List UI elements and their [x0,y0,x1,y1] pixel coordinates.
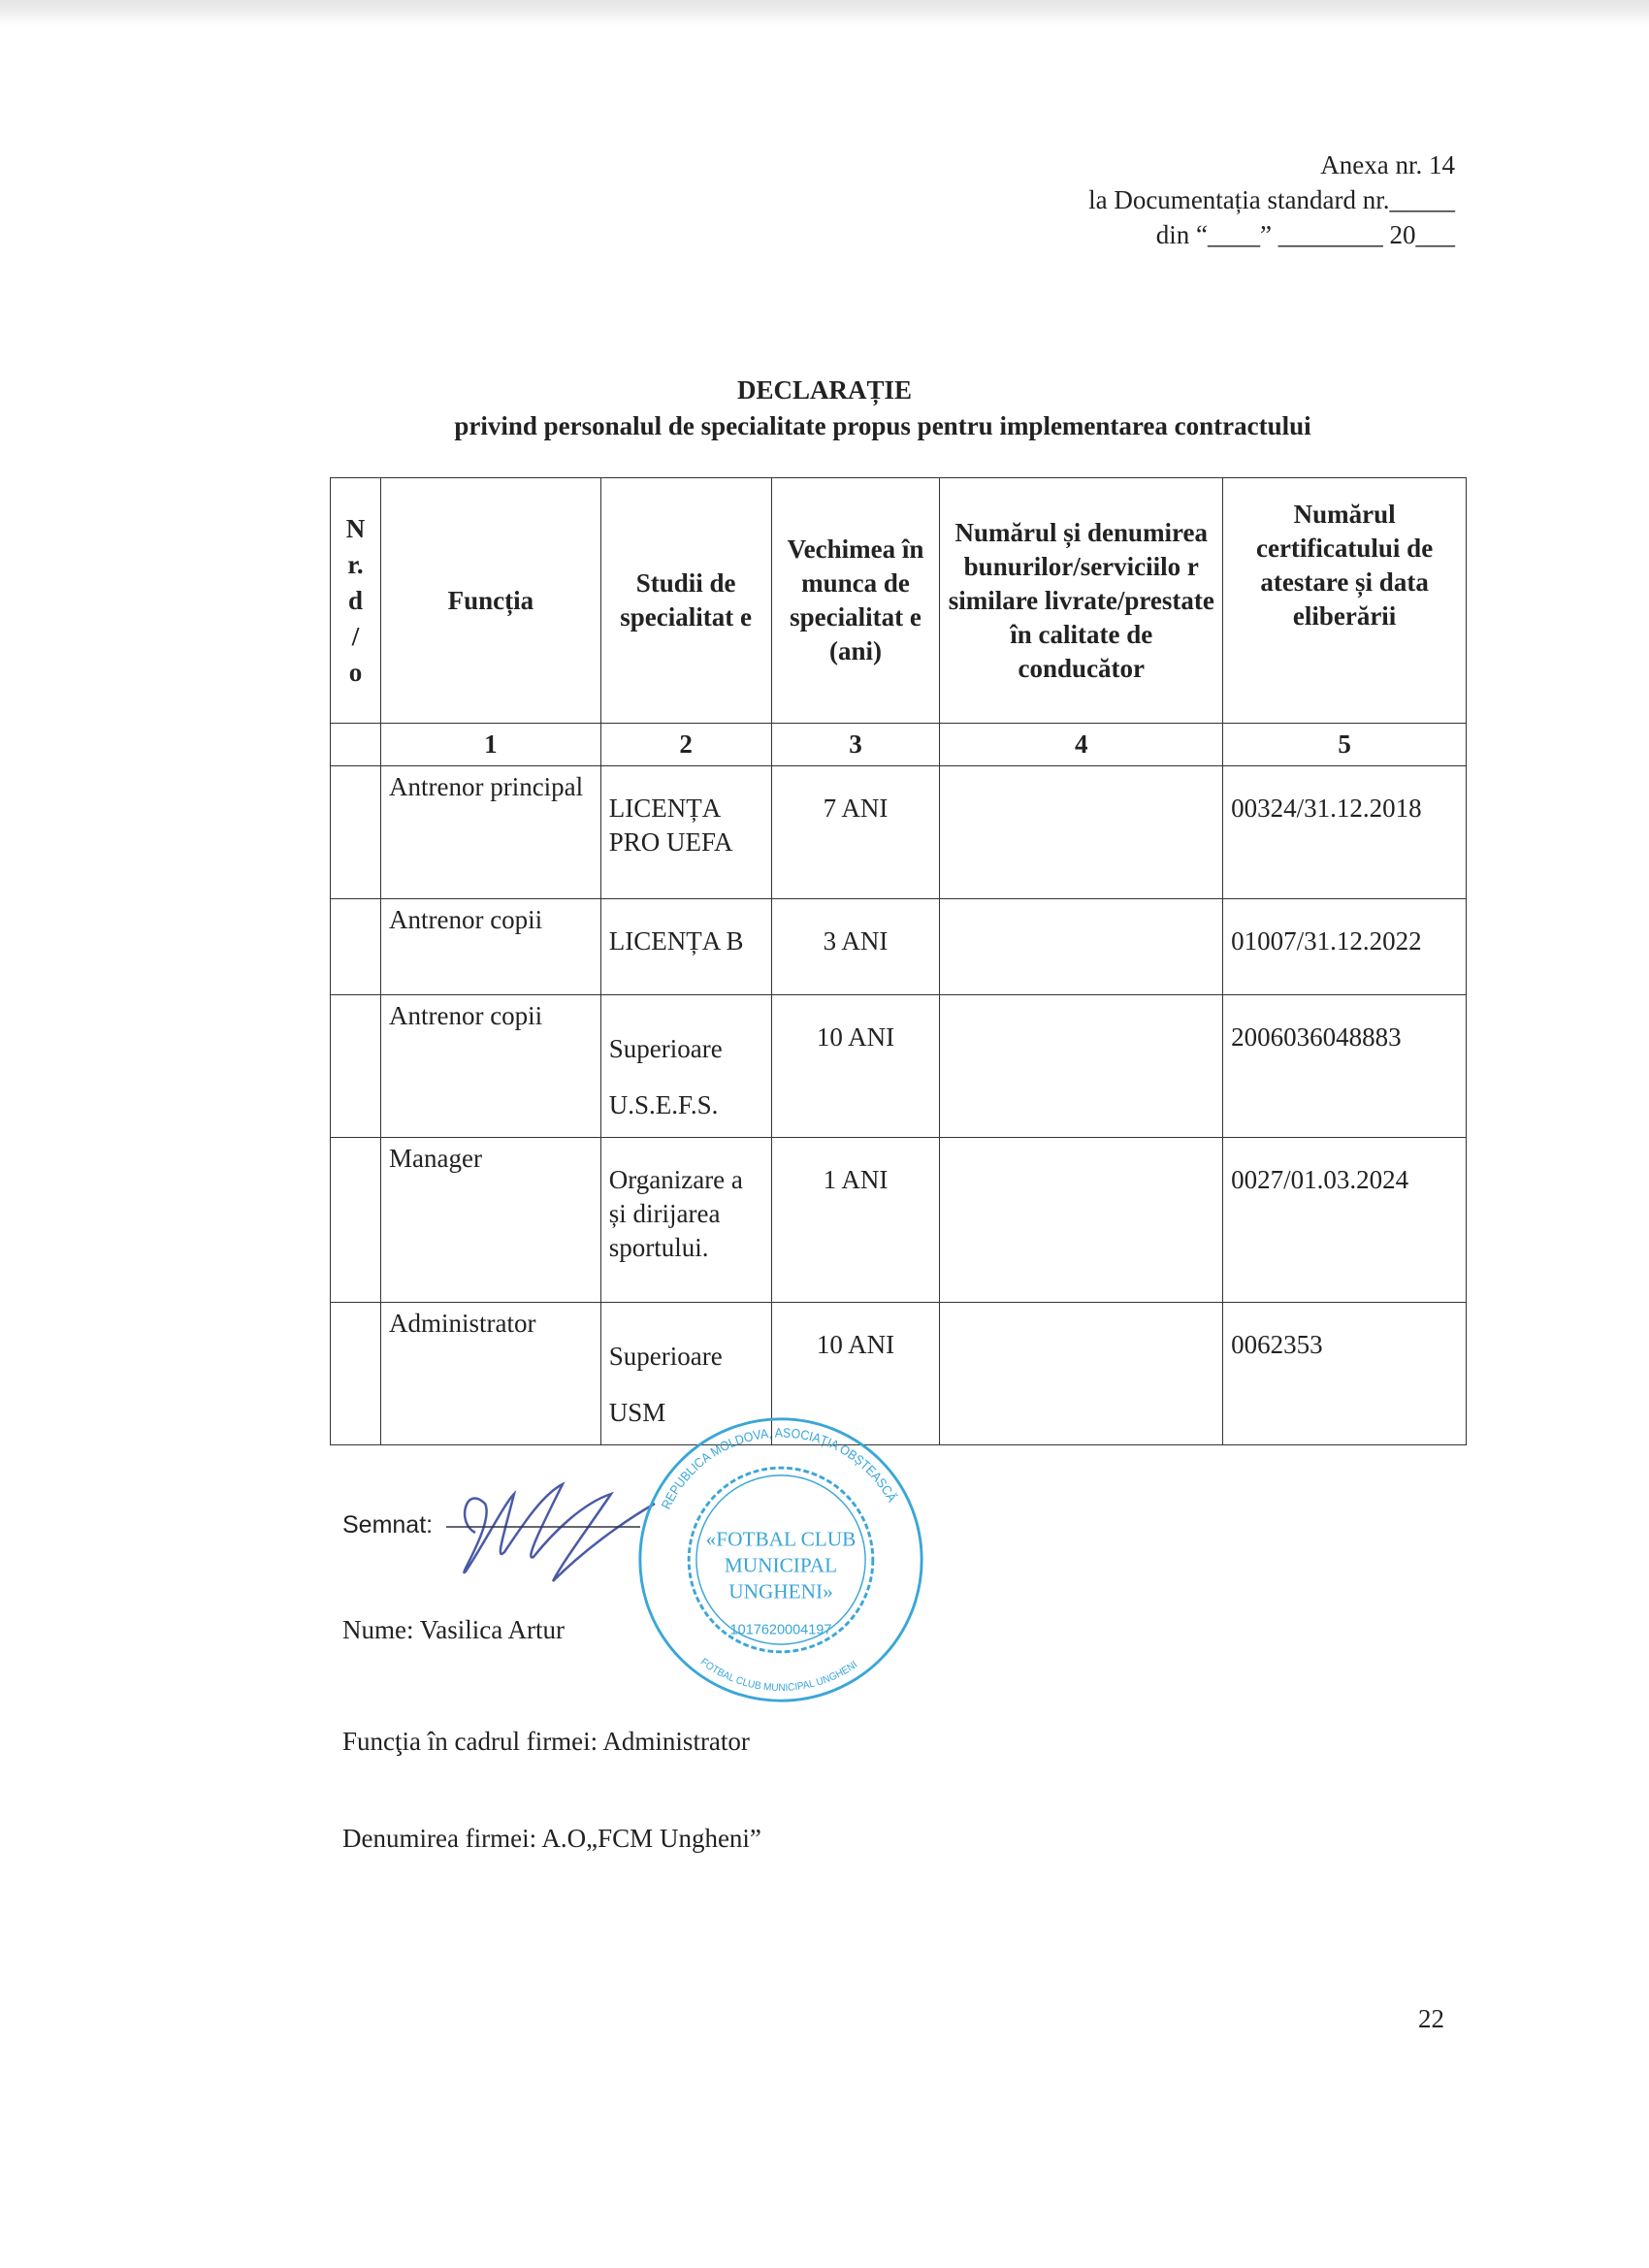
column-number: 4 [940,724,1223,766]
column-number [331,724,381,766]
cell-vechime: 1 ANI [771,1138,940,1303]
column-number-row [331,724,1467,766]
table-header-row [331,478,1467,724]
cell-certificat: 0062353 [1223,1303,1467,1445]
table-row [331,899,1467,995]
cell-studii: Superioare USM [600,1303,771,1445]
company-name: Denumirea firmei: A.O„FCM Ungheni” [342,1824,761,1853]
cell-certificat: 0027/01.03.2024 [1223,1138,1467,1303]
annex-documentation: la Documentația standard nr._____ [1088,185,1455,214]
cell-bunuri [940,1303,1223,1445]
scan-edge [0,0,1649,27]
signer-name: Nume: Vasilica Artur [342,1615,565,1644]
cell-studii: LICENȚA PRO UEFA [600,766,771,899]
header-functia: Funcția [380,478,600,724]
cell-nr [331,766,381,899]
cell-studii: Superioare U.S.E.F.S. [600,995,771,1138]
cell-bunuri [940,899,1223,995]
table-row [331,766,1467,899]
column-number: 1 [380,724,600,766]
cell-nr [331,1303,381,1445]
cell-nr [331,899,381,995]
document-title [0,373,1649,444]
personnel-table [330,477,1467,1445]
cell-vechime: 7 ANI [771,766,940,899]
header-studii: Studii de specialitat e [600,478,771,724]
cell-functia: Administrator [380,1303,600,1445]
cell-bunuri [940,1138,1223,1303]
cell-bunuri [940,995,1223,1138]
signer-function: Funcţia în cadrul firmei: Administrator [342,1727,750,1756]
annex-reference [1088,147,1455,252]
stamp-center-line3: UNGHENI» [728,1579,833,1604]
stamp-ring-text: FOTBAL CLUB MUNICIPAL UNGHENI [697,1656,860,1695]
header-certificat: Numărul certificatului de atestare și data eliberării [1223,478,1467,724]
cell-studii: LICENȚA B [600,899,771,995]
cell-studii: Organizare a și dirijarea sportului. [600,1138,771,1303]
company-stamp [635,1414,926,1705]
cell-functia: Antrenor principal [380,766,600,899]
column-number: 3 [771,724,940,766]
cell-functia: Manager [380,1138,600,1303]
cell-functia: Antrenor copii [380,899,600,995]
column-number: 2 [600,724,771,766]
cell-vechime: 3 ANI [771,899,940,995]
stamp-center-line2: MUNICIPAL [724,1553,838,1577]
stamp-code: 1017620004197 [729,1622,832,1638]
cell-nr [331,995,381,1138]
annex-number: Anexa nr. 14 [1320,150,1455,179]
cell-certificat: 01007/31.12.2022 [1223,899,1467,995]
stamp-center-line1: «FOTBAL CLUB [705,1527,857,1551]
page-number: 22 [1418,2004,1444,2033]
handwritten-signature [446,1465,660,1610]
header-nr: N r. d / o [331,478,381,724]
cell-certificat: 00324/31.12.2018 [1223,766,1467,899]
table-row [331,1138,1467,1303]
header-bunuri: Numărul și denumirea bunurilor/serviciilo r similare livrate/prestate în calitate de conducător [940,478,1223,724]
title-subtitle: privind personalul de specialitate propus pentru implementarea contractului [454,411,1311,440]
title-main: DECLARAȚIE [736,375,913,405]
cell-certificat: 2006036048883 [1223,995,1467,1138]
header-vechime: Vechimea în munca de specialitat e (ani) [771,478,940,724]
annex-date: din “____” ________ 20___ [1155,220,1455,249]
cell-nr [331,1138,381,1303]
cell-functia: Antrenor copii [380,995,600,1138]
table-row [331,995,1467,1138]
signed-label: Semnat: [342,1511,434,1539]
stamp-outer-text: REPUBLICA MOLDOVA, ASOCIAȚIA OBȘTEASCĂ [658,1425,900,1512]
column-number: 5 [1223,724,1467,766]
svg-text:REPUBLICA MOLDOVA, ASOCIAȚIA O [659,1426,899,1512]
cell-vechime: 10 ANI [771,1303,940,1445]
cell-vechime: 10 ANI [771,995,940,1138]
cell-bunuri [940,766,1223,899]
